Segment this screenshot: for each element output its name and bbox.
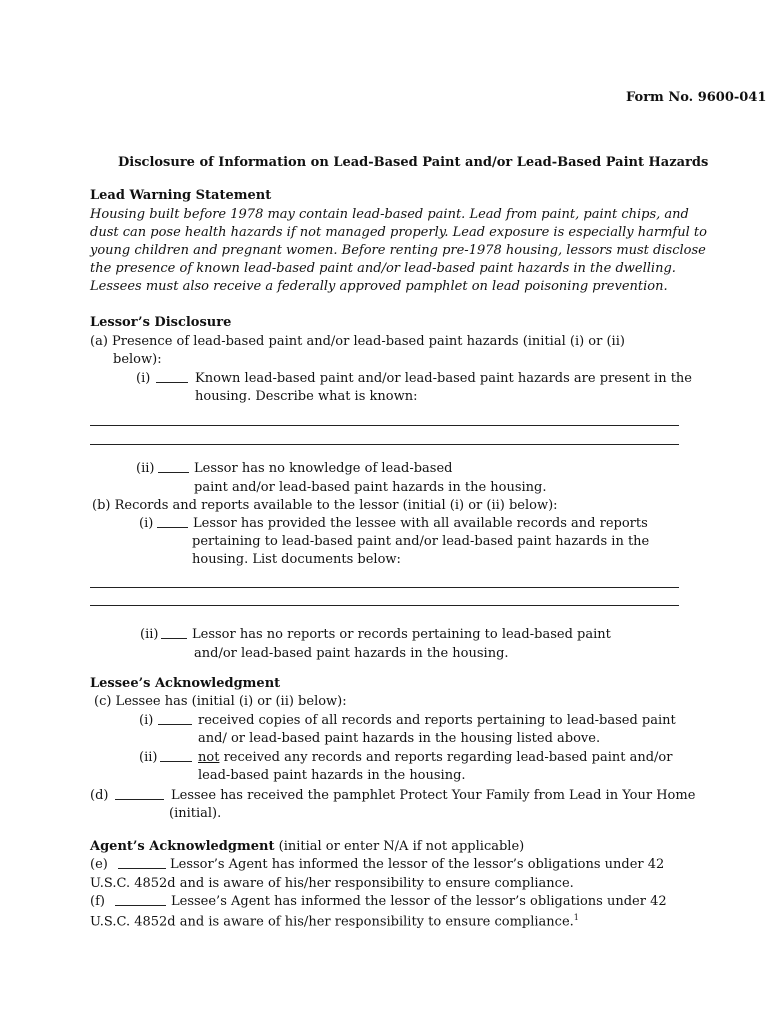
form-number: Form No. 9600-041 <box>626 90 767 105</box>
lessor-disclosure-heading: Lessor’s Disclosure <box>90 315 232 330</box>
item-e-text-cont: U.S.C. 4852d and is aware of his/her responsibility to ensure compliance. <box>90 876 574 891</box>
item-f-text-cont-body: U.S.C. 4852d and is aware of his/her responsibility to ensure compliance. <box>90 914 574 930</box>
item-a-text-cont: below): <box>113 352 162 367</box>
lessee-acknowledgment-heading: Lessee’s Acknowledgment <box>90 676 281 691</box>
initial-blank-e[interactable] <box>118 857 166 869</box>
item-d-text-cont: (initial). <box>169 806 222 821</box>
item-a-i-text-cont: housing. Describe what is known: <box>195 389 418 404</box>
item-a-ii-text: Lessor has no knowledge of lead-based <box>194 461 453 476</box>
item-f-label: (f) <box>90 894 105 909</box>
item-e-text: Lessor’s Agent has informed the lessor of the lessor’s obligations under 42 <box>170 857 665 872</box>
initial-blank-b-i[interactable] <box>157 516 188 528</box>
initial-blank-c-i[interactable] <box>158 713 192 725</box>
agent-heading-note: (initial or enter N/A if not applicable) <box>274 839 525 854</box>
item-f-text-cont <box>90 913 579 929</box>
list-documents-line-1[interactable] <box>90 587 679 588</box>
lead-warning-heading: Lead Warning Statement <box>90 188 272 203</box>
initial-blank-f[interactable] <box>115 894 166 906</box>
item-e-label: (e) <box>90 857 108 872</box>
item-b-i-text-cont: housing. List documents below: <box>192 552 401 567</box>
initial-blank-d[interactable] <box>115 788 164 800</box>
initial-blank-a-ii[interactable] <box>158 461 189 473</box>
describe-known-line-1[interactable] <box>90 425 679 426</box>
item-c-text: (c) Lessee has (initial (i) or (ii) below): <box>94 694 347 709</box>
initial-blank-a-i[interactable] <box>156 371 188 383</box>
initial-blank-b-ii[interactable] <box>161 627 187 639</box>
item-a-text: (a) Presence of lead-based paint and/or lead-based paint hazards (initial (i) or (ii) <box>90 334 625 349</box>
lead-warning-line: dust can pose health hazards if not managed properly. Lead exposure is especially harmful to <box>90 225 707 240</box>
describe-known-line-2[interactable] <box>90 444 679 445</box>
lead-warning-line: Lessees must also receive a federally approved pamphlet on lead poisoning prevention. <box>90 279 668 294</box>
footnote-mark: 1 <box>573 913 579 922</box>
item-b-ii-text-cont: and/or lead-based paint hazards in the housing. <box>194 646 509 661</box>
list-documents-line-2[interactable] <box>90 605 679 606</box>
not-emphasis: not <box>198 750 220 765</box>
item-c-ii-label: (ii) <box>139 750 158 765</box>
item-b-i-text: Lessor has provided the lessee with all available records and reports <box>193 516 648 531</box>
initial-blank-c-ii[interactable] <box>160 750 192 762</box>
item-b-i-label: (i) <box>139 516 154 531</box>
agent-acknowledgment-heading: Agent’s Acknowledgment <box>90 839 275 854</box>
item-a-i-label: (i) <box>136 371 151 386</box>
agent-acknowledgment-heading-row <box>90 839 524 854</box>
item-a-i-text: Known lead-based paint and/or lead-based paint hazards are present in the <box>195 371 693 386</box>
lead-warning-line: young children and pregnant women. Before renting pre-1978 housing, lessors must disclose <box>90 243 706 258</box>
item-a-ii-text-cont: paint and/or lead-based paint hazards in the housing. <box>194 480 547 495</box>
item-c-i-text-cont: and/ or lead-based paint hazards in the housing listed above. <box>198 731 601 746</box>
item-c-ii-text-cont: lead-based paint hazards in the housing. <box>198 768 466 783</box>
item-c-i-text: received copies of all records and reports pertaining to lead-based paint <box>198 713 676 728</box>
item-a-ii-label: (ii) <box>136 461 155 476</box>
document-title: Disclosure of Information on Lead-Based Paint and/or Lead-Based Paint Hazards <box>118 155 709 170</box>
item-b-ii-text: Lessor has no reports or records pertaining to lead-based paint <box>192 627 611 642</box>
item-f-text: Lessee’s Agent has informed the lessor of the lessor’s obligations under 42 <box>171 894 667 909</box>
item-c-ii-text <box>198 750 672 765</box>
lead-warning-line: the presence of known lead-based paint and/or lead-based paint hazards in the dwelling. <box>90 261 676 276</box>
item-b-text: (b) Records and reports available to the lessor (initial (i) or (ii) below): <box>92 498 558 513</box>
item-d-label: (d) <box>90 788 109 803</box>
item-b-i-text-cont: pertaining to lead-based paint and/or lead-based paint hazards in the <box>192 534 650 549</box>
lead-warning-line: Housing built before 1978 may contain lead-based paint. Lead from paint, paint chips, and <box>90 207 689 222</box>
item-c-i-label: (i) <box>139 713 154 728</box>
item-b-ii-label: (ii) <box>140 627 159 642</box>
item-c-ii-text-rest: received any records and reports regarding lead-based paint and/or <box>219 750 673 765</box>
item-d-text: Lessee has received the pamphlet Protect Your Family from Lead in Your Home <box>171 788 696 803</box>
